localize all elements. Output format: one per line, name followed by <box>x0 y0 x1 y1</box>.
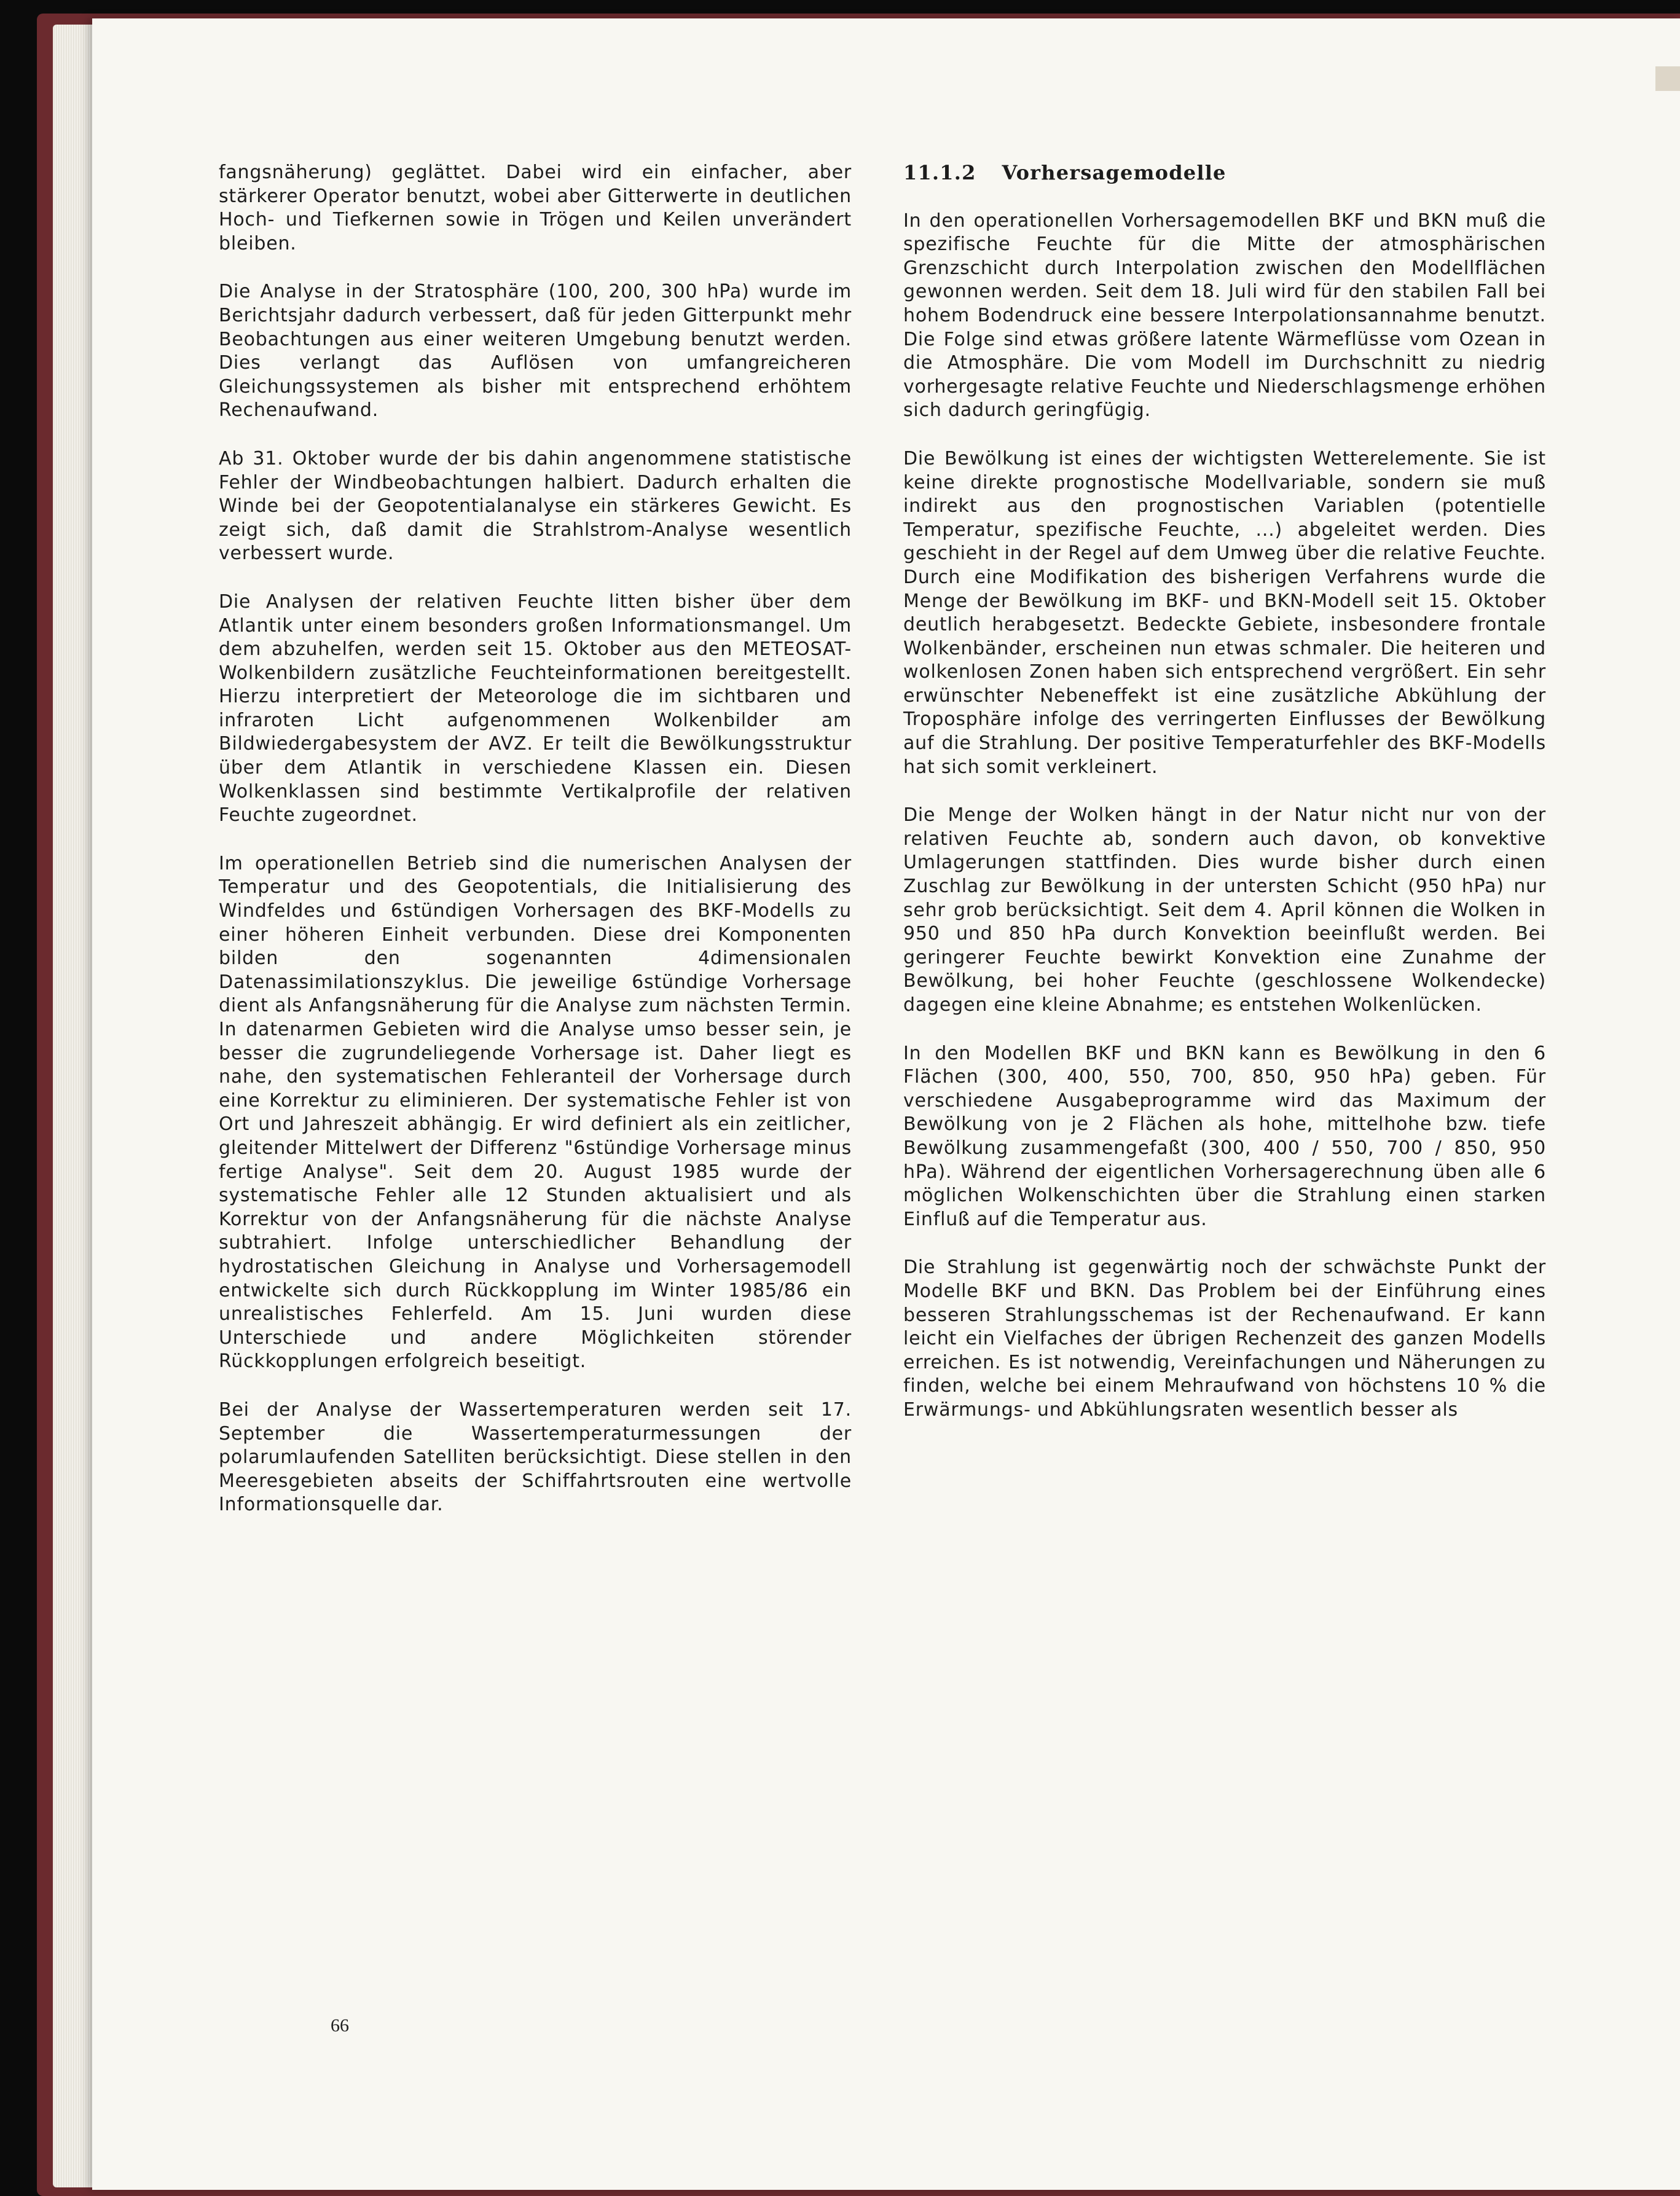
paragraph: Die Menge der Wolken hängt in der Natur nicht nur von der relativen Feuchte ab, sondern auch davon, ob konvektive Umlagerungen stattfinden. Dies wurde bisher durch einen Zuschlag zur Bewölkung in der untersten Schicht (950 hPa) nur sehr grob berücksichtigt. Seit dem 4. April können die Wolken in 950 und 850 hPa durch Konvektion beeinflußt werden. Bei geringerer Feuchte bewirkt Konvektion eine Zunahme der Bewölkung, bei hoher Feuchte (geschlossene Wolkendecke) dagegen eine kleine Abnahme; es entstehen Wolkenlücken. <box>903 804 1546 1016</box>
paragraph: Die Bewölkung ist eines der wichtigsten Wetterelemente. Sie ist keine direkte prognostische Modellvariable, sondern sie muß indirekt aus den prognostischen Variablen (potentielle Temperatur, spezifische Feuchte, ...) abgeleitet werden. Dies geschieht in der Regel auf dem Umweg über die relative Feuchte. Durch eine Modifikation des bisherigen Verfahrens wurde die Menge der Bewölkung im BKF- und BKN-Modell seit 15. Oktober deutlich herabgesetzt. Bedeckte Gebiete, insbesondere frontale Wolkenbänder, erscheinen nun etwas schmaler. Die heiteren und wolkenlosen Zonen haben sich entsprechend vergrößert. Ein sehr erwünschter Nebeneffekt ist eine zusätzliche Abkühlung der Troposphäre infolge des verringerten Einflusses der Bewölkung auf die Strahlung. Der positive Temperaturfehler des BKF-Modells hat sich somit verkleinert. <box>903 447 1546 778</box>
paragraph: fangsnäherung) geglättet. Dabei wird ein einfacher, aber stärkerer Operator benutzt, wobei aber Gitterwerte in deutlichen Hoch- und Tiefkernen sowie in Trögen und Keilen unverändert bleiben. <box>219 162 852 254</box>
section-heading <box>903 161 1546 185</box>
paragraph: Bei der Analyse der Wassertemperaturen werden seit 17. September die Wassertemperaturmessungen der polarumlaufenden Satelliten berücksichtigt. Diese stellen in den Meeresgebieten abseits der Schiffahrtsrouten eine wertvolle Informationsquelle dar. <box>219 1398 852 1516</box>
section-number: 11.1.2 <box>903 161 976 184</box>
paragraph: Im operationellen Betrieb sind die numerischen Analysen der Temperatur und des Geopotentials, die Initialisierung des Windfeldes und 6stündigen Vorhersagen des BKF-Modells zu einer höheren Einheit verbunden. Diese drei Komponenten bilden den sogenannten 4dimensionalen Datenassimilationszyklus. Die jeweilige 6stündige Vorhersage dient als Anfangsnäherung für die Analyse zum nächsten Termin. In datenarmen Gebieten wird die Analyse umso besser sein, je besser die zugrundeliegende Vorhersage ist. Daher liegt es nahe, den systematischen Fehleranteil der Vorhersage durch eine Korrektur zu eliminieren. Der systematische Fehler ist von Ort und Jahreszeit abhängig. Er wird definiert als ein zeitlicher, gleitender Mittelwert der Differenz "6stündige Vorhersage minus fertige Analyse". Seit dem 20. August 1985 wurde der systematische Fehler alle 12 Stunden aktualisiert und als Korrektur von der Anfangsnäherung für die nächste Analyse subtrahiert. Infolge unterschiedlicher Behandlung der hydrostatischen Gleichung in Analyse und Vorhersagemodell entwickelte sich durch Rückkopplung im Winter 1985/86 ein unrealistisches Fehlerfeld. Am 15. Juni wurden diese Unterschiede und andere Möglichkeiten störender Rückkopplungen erfolgreich beseitigt. <box>219 852 852 1373</box>
paragraph: In den operationellen Vorhersagemodellen BKF und BKN muß die spezifische Feuchte für die Mitte der atmosphärischen Grenzschicht durch Interpolation zwischen den Modellflächen gewonnen werden. Seit dem 18. Juli wird für den stabilen Fall bei hohem Bodendruck eine bessere Interpolationsannahme benutzt. Die Folge sind etwas größere latente Wärmeflüsse vom Ozean in die Atmosphäre. Die vom Modell im Durchschnitt zu niedrig vorhergesagte relative Feuchte und Niederschlagsmenge erhöhen sich dadurch geringfügig. <box>903 210 1546 422</box>
page-number: 66 <box>331 2015 349 2036</box>
right-column <box>903 161 1546 1447</box>
paragraph: Die Analyse in der Stratosphäre (100, 200, 300 hPa) wurde im Berichtsjahr dadurch verbessert, daß für jeden Gitterpunkt mehr Beobachtungen aus einer weiteren Umgebung benutzt werden. Dies verlangt das Auflösen von umfangreicheren Gleichungssystemen als bisher mit entsprechend erhöhtem Rechenaufwand. <box>219 281 852 422</box>
paragraph: Die Strahlung ist gegenwärtig noch der schwächste Punkt der Modelle BKF und BKN. Das Problem bei der Einführung eines besseren Strahlungsschemas ist der Rechenaufwand. Er kann leicht ein Vielfaches der übrigen Rechenzeit des ganzen Modells erreichen. Es ist notwendig, Vereinfachungen und Näherungen zu finden, welche bei einem Mehraufwand von höchstens 10 % die Erwärmungs- und Abkühlungsraten wesentlich besser als <box>903 1257 1546 1421</box>
paragraph: In den Modellen BKF und BKN kann es Bewölkung in den 6 Flächen (300, 400, 550, 700, 850, 950 hPa) geben. Für verschiedene Ausgabeprogramme wird das Maximum der Bewölkung von je 2 Flächen als hohe, mittelhohe bzw. tiefe Bewölkung zusammengefaßt (300, 400 / 550, 700 / 850, 950 hPa). Während der eigentlichen Vorhersagerechnung üben alle 6 möglichen Wolkenschichten über die Strahlung einen starken Einfluß auf die Temperatur aus. <box>903 1042 1546 1230</box>
section-title: Vorhersagemodelle <box>1002 161 1227 184</box>
left-column <box>219 161 852 1542</box>
paragraph: Die Analysen der relativen Feuchte litten bisher über dem Atlantik unter einem besonders großen Informationsmangel. Um dem abzuhelfen, werden seit 15. Oktober aus den METEOSAT-Wolkenbildern zusätzliche Feuchteinformationen bereitgestellt. Hierzu interpretiert der Meteorologe die im sichtbaren und infraroten Licht aufgenommenen Wolkenbilder am Bildwiedergabesystem der AVZ. Er teilt die Bewölkungsstruktur über dem Atlantik in verschiedene Klassen ein. Diesen Wolkenklassen sind bestimmte Vertikalprofile der relativen Feuchte zugeordnet. <box>219 590 852 826</box>
paragraph: Ab 31. Oktober wurde der bis dahin angenommene statistische Fehler der Windbeobachtungen halbiert. Dadurch erhalten die Winde bei der Geopotentialanalyse ein stärkeres Gewicht. Es zeigt sich, daß damit die Strahlstrom-Analyse wesentlich verbessert wurde. <box>219 447 852 565</box>
next-page-corner <box>1655 66 1680 91</box>
